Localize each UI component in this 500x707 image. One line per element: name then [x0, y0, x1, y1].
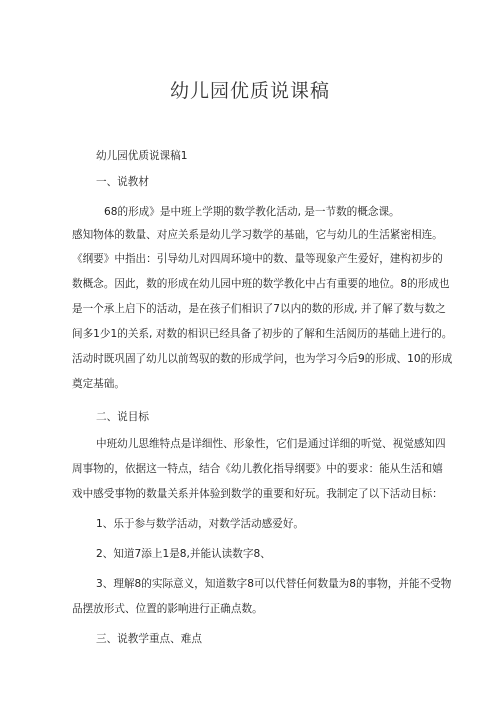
section1-line-5: 是一个承上启下的活动，是在孩子们相识了7以内的数的形成, 并了解了数与数之 — [72, 303, 446, 315]
document-title: 幼儿园优质说课稿 — [169, 80, 330, 102]
section1-line-4: 数概念。因此，数的形成在幼儿园中班的数学教化中占有重要的地位。8的形成也 — [72, 278, 450, 290]
document-subtitle: 幼儿园优质说课稿1 — [96, 150, 188, 162]
section-heading-goals: 二、说目标 — [96, 411, 149, 423]
section1-line-6: 间多1少1的关系, 对数的相识已经具备了初步的了解和生活阅历的基础上进行的。 — [72, 328, 453, 340]
section1-line-3: 《纲要》中指出：引导幼儿对四周环境中的数、量等现象产生爱好，建构初步的 — [72, 253, 443, 265]
section2-line-2: 周事物的，依据这一特点，结合《幼儿教化指导纲要》中的要求：能从生活和嬉 — [72, 463, 443, 475]
section1-line-2: 感知物体的数量、对应关系是幼儿学习数学的基础，它与幼儿的生活紧密相连。 — [72, 229, 443, 241]
section1-line-1: 68的形成》是中班上学期的数学教化活动, 是一节数的概念课。 — [104, 206, 400, 218]
goal-item-3-line-1: 3、理解8的实际意义，知道数字8可以代替任何数量为8的事物，并能不受物 — [96, 578, 452, 590]
goal-item-3-line-2: 品摆放形式、位置的影响进行正确点数。 — [72, 603, 263, 615]
goal-item-1: 1、乐于参与数学活动，对数学活动感爱好。 — [96, 518, 305, 530]
section1-line-7: 活动时既巩固了幼儿以前驾驭的数的形成学问，也为学习今后9的形成、10的形成 — [72, 353, 453, 365]
section-heading-key-points: 三、说教学重点、难点 — [96, 633, 202, 645]
section-heading-teaching-material: 一、说教材 — [96, 176, 149, 188]
section1-line-8: 奠定基础。 — [72, 378, 125, 390]
section2-line-3: 戏中感受事物的数量关系并体验到数学的重要和好玩。我制定了以下活动目标： — [72, 488, 443, 500]
goal-item-2: 2、知道7添上1是8,并能认读数字8、 — [96, 548, 271, 560]
section2-line-1: 中班幼儿思维特点是详细性、形象性，它们是通过详细的听觉、视觉感知四 — [96, 438, 446, 450]
